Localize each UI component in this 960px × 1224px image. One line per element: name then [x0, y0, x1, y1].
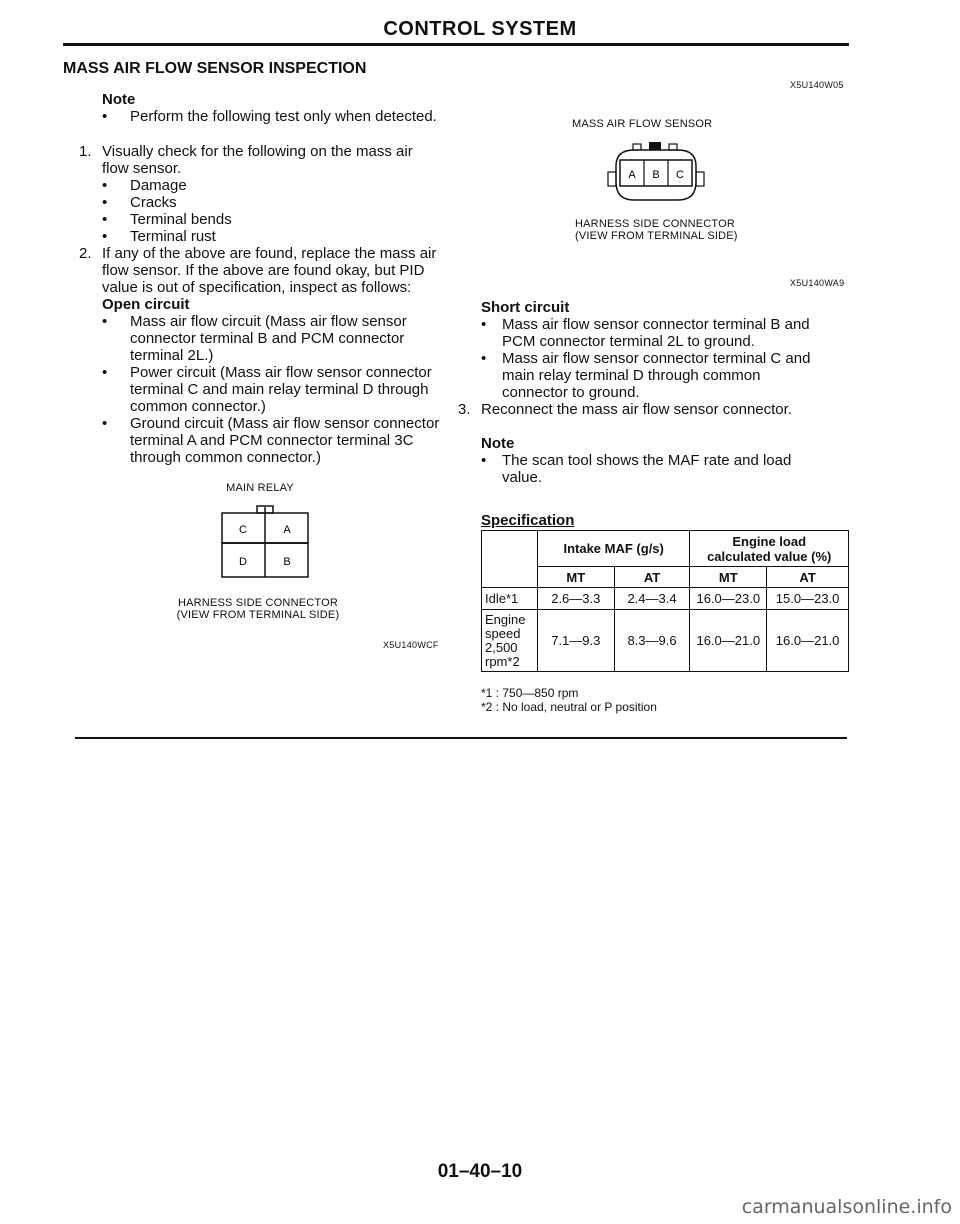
list-item: Ground circuit (Mass air flow sensor connector	[130, 415, 440, 432]
table-cell: 2.6—3.3	[537, 588, 614, 610]
connector-latch	[649, 142, 661, 150]
table-header-line: Engine load	[732, 533, 807, 549]
list-item: terminal C and main relay terminal D through	[130, 381, 429, 398]
spec-table	[481, 530, 849, 672]
list-item: Terminal bends	[130, 211, 232, 228]
list-bullet: •	[102, 194, 108, 211]
list-item: Mass air flow sensor connector terminal B and	[502, 316, 810, 333]
figure-code: X5U140WCF	[383, 640, 439, 650]
table-subheader-cell: AT	[767, 567, 849, 588]
terminal-label: D	[239, 556, 247, 568]
list-item: Damage	[130, 177, 187, 194]
section-title: MASS AIR FLOW SENSOR INSPECTION	[63, 60, 367, 77]
table-header-row	[482, 531, 849, 567]
step-text: If any of the above are found, replace the mass air	[102, 245, 437, 262]
list-item: PCM connector terminal 2L to ground.	[502, 333, 755, 350]
table-row-label: Idle*1	[482, 588, 538, 610]
terminal-label: B	[283, 556, 291, 568]
list-item: Mass air flow circuit (Mass air flow sensor	[130, 313, 407, 330]
step-number: 1.	[79, 143, 92, 160]
spec-footnote: *1 : 750—850 rpm	[481, 686, 579, 700]
header-rule	[63, 43, 849, 46]
list-bullet: •	[481, 350, 487, 367]
terminal-label: B	[652, 169, 660, 181]
note-item: Perform the following test only when detected.	[130, 108, 437, 125]
connector-key	[669, 144, 677, 150]
table-subheader-cell: AT	[614, 567, 690, 588]
table-cell: 8.3—9.6	[614, 610, 690, 672]
step-number: 2.	[79, 245, 92, 262]
note-item: The scan tool shows the MAF rate and load	[502, 452, 792, 469]
note-bullet: •	[481, 452, 487, 469]
watermark: carmanualsonline.info	[741, 1196, 952, 1218]
list-bullet: •	[481, 316, 487, 333]
list-item: terminal A and PCM connector terminal 3C	[130, 432, 414, 449]
list-item: Mass air flow sensor connector terminal C and	[502, 350, 811, 367]
table-header-line: calculated value (%)	[707, 548, 832, 564]
table-header-cell	[690, 531, 849, 567]
connector-ear	[608, 172, 616, 186]
list-bullet: •	[102, 228, 108, 245]
table-cell: 2.4—3.4	[614, 588, 690, 610]
list-bullet: •	[102, 313, 108, 330]
short-circuit-heading: Short circuit	[481, 299, 570, 316]
note-heading: Note	[102, 91, 136, 108]
table-corner-cell	[482, 531, 538, 588]
step-text: flow sensor.	[102, 160, 182, 177]
table-row-label-line: Engine	[485, 611, 526, 627]
page-number: 01–40–10	[437, 1161, 523, 1182]
figure-code: X5U140WA9	[790, 278, 845, 288]
step-text: value is out of specification, inspect as follows:	[102, 279, 412, 296]
terminal-label: A	[283, 524, 291, 536]
list-item: connector to ground.	[502, 384, 640, 401]
table-row-label-line: rpm*2	[485, 653, 520, 669]
note-item: value.	[502, 469, 543, 486]
table-row-label-line: 2,500	[485, 639, 518, 655]
table-row-label-line: speed	[485, 625, 521, 641]
list-item: common connector.)	[130, 398, 266, 415]
table-subheader-cell: MT	[537, 567, 614, 588]
figure-title: MASS AIR FLOW SENSOR	[572, 118, 713, 130]
table-row-label	[482, 610, 538, 672]
list-item: terminal 2L.)	[130, 347, 214, 364]
step-text: Visually check for the following on the mass air	[102, 143, 413, 160]
connector-ear	[696, 172, 704, 186]
bottom-rule	[75, 737, 847, 739]
terminal-label: C	[239, 524, 247, 536]
figure-title: MAIN RELAY	[226, 482, 294, 494]
list-bullet: •	[102, 211, 108, 228]
spec-heading: Specification	[481, 512, 575, 529]
terminal-label: A	[628, 169, 636, 181]
spec-footnote: *2 : No load, neutral or P position	[481, 700, 657, 714]
table-header-cell: Intake MAF (g/s)	[537, 531, 689, 567]
table-cell: 15.0—23.0	[767, 588, 849, 610]
open-circuit-heading: Open circuit	[102, 296, 190, 313]
step-text: Reconnect the mass air flow sensor connector.	[481, 401, 792, 418]
maf-sensor-connector-diagram	[598, 136, 714, 212]
note-bullet: •	[102, 108, 108, 125]
table-cell: 16.0—23.0	[690, 588, 767, 610]
table-cell: 16.0—21.0	[767, 610, 849, 672]
page-header-title: CONTROL SYSTEM	[383, 18, 577, 40]
list-item: Terminal rust	[130, 228, 216, 245]
figure-caption: HARNESS SIDE CONNECTOR	[177, 597, 339, 609]
table-row	[482, 610, 849, 672]
connector-key	[633, 144, 641, 150]
list-item: main relay terminal D through common	[502, 367, 761, 384]
table-subheader-row	[482, 567, 849, 588]
main-relay-connector-diagram	[208, 503, 320, 583]
list-bullet: •	[102, 364, 108, 381]
table-row	[482, 588, 849, 610]
figure-caption: (VIEW FROM TERMINAL SIDE)	[176, 609, 340, 621]
terminal-label: C	[676, 169, 684, 181]
step-text: flow sensor. If the above are found okay, but PID	[102, 262, 425, 279]
note-heading: Note	[481, 435, 515, 452]
list-bullet: •	[102, 177, 108, 194]
figure-caption: HARNESS SIDE CONNECTOR	[575, 218, 736, 230]
list-bullet: •	[102, 415, 108, 432]
list-item: Cracks	[130, 194, 177, 211]
table-subheader-cell: MT	[690, 567, 767, 588]
figure-code: X5U140W05	[790, 80, 844, 90]
list-item: through common connector.)	[130, 449, 321, 466]
table-cell: 16.0—21.0	[690, 610, 767, 672]
list-item: Power circuit (Mass air flow sensor connector	[130, 364, 432, 381]
step-number: 3.	[458, 401, 471, 418]
list-item: connector terminal B and PCM connector	[130, 330, 405, 347]
table-cell: 7.1—9.3	[537, 610, 614, 672]
figure-caption: (VIEW FROM TERMINAL SIDE)	[575, 230, 738, 242]
